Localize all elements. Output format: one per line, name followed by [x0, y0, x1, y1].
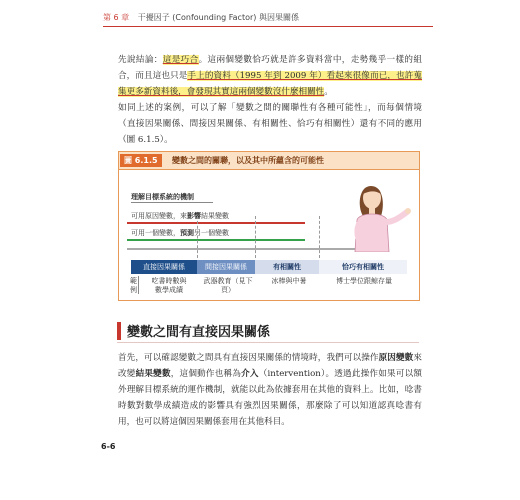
para3-text-d: ，這個動作也稱為 [170, 369, 242, 379]
examples-label: 範例 [130, 277, 137, 294]
category-indirect-causal: 間接因果關係 [197, 260, 255, 274]
presenter-illustration [341, 172, 411, 252]
para1-text-d: 。 [324, 87, 333, 97]
divider-line [319, 216, 320, 258]
divider-line [255, 216, 256, 258]
para3-text-c: 來改變 [118, 353, 422, 379]
section-rule [117, 342, 419, 343]
term-cause-variable: 原因變數 [378, 353, 414, 363]
para3-text-e: （intervention）。透過此操作如果可以額外理解目標系統的運作機制，就能以此為依據套用在其他的資料上。比如，唸書時數對數學成績造成的影響具有強烈因果關係，那麼除了可以知道認真唸書有用，也可以將這個因果關係套用在其他科目。 [118, 369, 422, 427]
paragraph-conclusion [118, 52, 422, 100]
figure-title: 變數之間的關聯，以及其中所蘊含的可能性 [172, 156, 324, 165]
example-indirect: 武器教育（見下頁） [203, 277, 253, 294]
category-direct-causal: 直接因果關係 [131, 260, 197, 274]
para3-text-a: 首先，可以確認變數之間具有直接因果關係的情境時，我們可以操作 [118, 353, 379, 363]
term-effect-variable: 結果變數 [135, 369, 171, 379]
page-number: 6-6 [101, 442, 116, 451]
relationship-categories [131, 260, 407, 274]
green-arrow-bar [127, 239, 305, 241]
red-arrow-label: 可用原因變數，來影響結果變數 [131, 212, 229, 220]
running-header [103, 12, 433, 23]
para1-highlight-1: 這是巧合 [162, 55, 199, 65]
figure-6-1-5 [118, 151, 420, 301]
category-correlated: 有相關性 [255, 260, 319, 274]
example-direct: 吃書時數與 數學成績 [151, 277, 187, 294]
section-marker [117, 322, 121, 340]
example-coincidental: 博士學位跟鯨存量 [336, 277, 392, 285]
gray-arrow-bar [127, 248, 361, 250]
chapter-label: 第 6 章 [103, 13, 130, 22]
figure-number: 圖 6.1.5 [120, 154, 162, 167]
para1-text-b: 。這兩個變數恰巧就是許多資料當中，走勢幾乎一樣的組合，而且這也只是 [118, 55, 422, 81]
paragraph-direct-causal [118, 350, 422, 430]
term-intervention: 介入 [241, 369, 259, 379]
para1-highlight-3: 看起來很像而已，也許蒐集更多新資料後，會發現其實這兩個變數沒什麼相關性 [118, 71, 422, 97]
para1-highlight-2: 手上的資料 [187, 71, 231, 81]
green-arrow-label: 可用一個變數，預測另一個變數 [131, 229, 229, 237]
mechanism-label: 理解目標系統的機制 [131, 193, 194, 201]
para1-text-c: （1995 年到 2009 年） [230, 71, 327, 81]
para1-text-a: 先說結論： [118, 55, 163, 65]
header-rule [103, 26, 433, 27]
red-arrow-bar [127, 222, 305, 224]
figure-header [119, 152, 419, 170]
section-title: 變數之間有直接因果關係 [127, 325, 271, 340]
chapter-title: 干擾因子 (Confounding Factor) 與因果關係 [137, 13, 299, 22]
category-coincidental: 恰巧有相關性 [319, 260, 407, 274]
example-correlated: 冰棒與中暑 [271, 277, 307, 285]
paragraph-possibilities: 如同上述的案例，可以了解「變數之間的關聯性有各種可能性」，而每個情境（直接因果關係、間接因果關係、有相關性、恰巧有相關性）還有不同的應用（圖 6.1.5）。 [118, 103, 422, 145]
mechanism-underline [131, 202, 213, 203]
divider-line [197, 216, 198, 258]
